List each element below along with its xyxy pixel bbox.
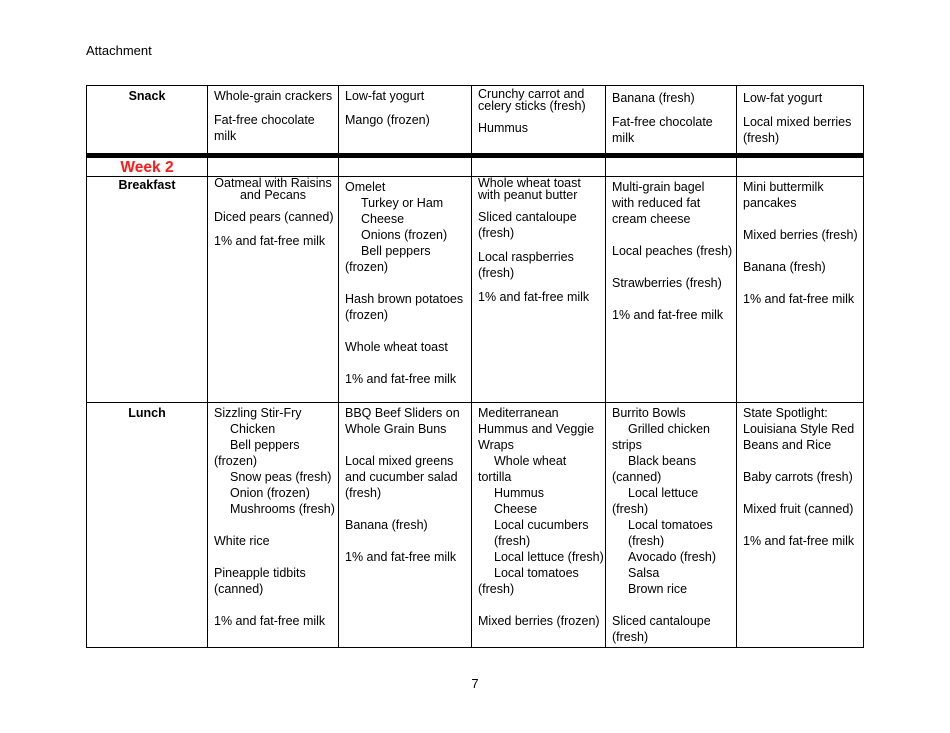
breakfast-day-4 bbox=[606, 177, 737, 403]
menu-item: Fat-free chocolate bbox=[612, 115, 713, 129]
menu-item: Local tomatoes bbox=[494, 566, 579, 580]
menu-table bbox=[86, 85, 864, 648]
menu-item: 1% and fat-free milk bbox=[345, 550, 457, 564]
menu-item: Hummus bbox=[494, 486, 545, 500]
snack-day-5 bbox=[737, 86, 864, 156]
menu-item: with reduced fat bbox=[612, 196, 701, 210]
menu-item: Baby carrots (fresh) bbox=[743, 470, 853, 484]
week-label: Week 2 bbox=[120, 159, 174, 176]
menu-item: (fresh) bbox=[743, 131, 780, 145]
menu-item: 1% and fat-free milk bbox=[478, 290, 590, 304]
menu-item: milk bbox=[612, 131, 635, 145]
menu-item: (fresh) bbox=[612, 630, 649, 644]
lunch-day-2 bbox=[339, 403, 472, 648]
menu-item: Mediterranean bbox=[478, 406, 559, 420]
menu-item: (fresh) bbox=[478, 226, 515, 240]
menu-item: 1% and fat-free milk bbox=[612, 308, 724, 322]
snack-row bbox=[87, 86, 864, 156]
menu-item: Mini buttermilk bbox=[743, 180, 824, 194]
menu-item: Crunchy carrot and bbox=[478, 87, 585, 101]
menu-item: BBQ Beef Sliders on bbox=[345, 406, 460, 420]
menu-item: (frozen) bbox=[345, 260, 389, 274]
menu-item: Fat-free chocolate bbox=[214, 113, 315, 127]
page-number: 7 bbox=[471, 676, 479, 691]
menu-item: (frozen) bbox=[345, 308, 389, 322]
snack-day-3 bbox=[472, 86, 606, 156]
breakfast-day-3 bbox=[472, 177, 606, 403]
menu-item: cream cheese bbox=[612, 212, 691, 226]
snack-day-4 bbox=[606, 86, 737, 156]
menu-item: Strawberries (fresh) bbox=[612, 276, 722, 290]
menu-item: Local cucumbers bbox=[494, 518, 589, 532]
menu-item: Local lettuce (fresh) bbox=[494, 550, 604, 564]
menu-item: (fresh) bbox=[494, 534, 531, 548]
menu-item: Onions (frozen) bbox=[361, 228, 448, 242]
menu-item: Mixed fruit (canned) bbox=[743, 502, 854, 516]
menu-item: Mushrooms (fresh) bbox=[230, 502, 335, 516]
menu-item: Pineapple tidbits bbox=[214, 566, 306, 580]
menu-item: Bell peppers bbox=[361, 244, 431, 258]
menu-item: Beans and Rice bbox=[743, 438, 832, 452]
menu-item: Brown rice bbox=[628, 582, 688, 596]
menu-item: Low-fat yogurt bbox=[743, 91, 823, 105]
menu-item: Hash brown potatoes bbox=[345, 292, 464, 306]
menu-item: Local raspberries bbox=[478, 250, 574, 264]
menu-item: tortilla bbox=[478, 470, 512, 484]
menu-item: Onion (frozen) bbox=[230, 486, 310, 500]
menu-item: Salsa bbox=[628, 566, 660, 580]
menu-item: Omelet bbox=[345, 180, 386, 194]
menu-item: Sliced cantaloupe bbox=[612, 614, 711, 628]
menu-item: Banana (fresh) bbox=[743, 260, 826, 274]
menu-item: Low-fat yogurt bbox=[345, 89, 425, 103]
menu-item: and cucumber salad bbox=[345, 470, 458, 484]
menu-item: (fresh) bbox=[478, 582, 515, 596]
menu-item: Local mixed berries bbox=[743, 115, 852, 129]
menu-item: Local lettuce bbox=[628, 486, 699, 500]
menu-item: (frozen) bbox=[214, 454, 258, 468]
snack-day-2 bbox=[339, 86, 472, 156]
menu-item: Hummus bbox=[478, 121, 529, 135]
menu-item: (canned) bbox=[214, 582, 264, 596]
menu-item: Cheese bbox=[361, 212, 405, 226]
menu-item: 1% and fat-free milk bbox=[345, 372, 457, 386]
menu-item: Sizzling Stir-Fry bbox=[214, 406, 302, 420]
menu-item: 1% and fat-free milk bbox=[214, 234, 326, 248]
menu-item: Hummus and Veggie bbox=[478, 422, 595, 436]
breakfast-day-2 bbox=[339, 177, 472, 403]
menu-item: Whole-grain crackers bbox=[214, 89, 333, 103]
menu-item: Chicken bbox=[230, 422, 276, 436]
menu-item: celery sticks (fresh) bbox=[478, 99, 586, 113]
menu-item: Mango (frozen) bbox=[345, 113, 430, 127]
lunch-label: Lunch bbox=[87, 403, 208, 648]
menu-item: (fresh) bbox=[345, 486, 382, 500]
menu-item: Snow peas (fresh) bbox=[230, 470, 332, 484]
lunch-day-5 bbox=[737, 403, 864, 648]
lunch-row bbox=[87, 403, 864, 648]
week-row bbox=[87, 156, 864, 177]
menu-item: Mixed berries (fresh) bbox=[743, 228, 858, 242]
menu-item: Mixed berries (frozen) bbox=[478, 614, 600, 628]
menu-item: Whole Grain Buns bbox=[345, 422, 447, 436]
menu-item: Local tomatoes bbox=[628, 518, 713, 532]
breakfast-day-1 bbox=[208, 177, 339, 403]
menu-item: White rice bbox=[214, 534, 270, 548]
menu-item: strips bbox=[612, 438, 642, 452]
menu-item: and Pecans bbox=[239, 188, 307, 202]
menu-item: with peanut butter bbox=[478, 188, 578, 202]
snack-label: Snack bbox=[87, 86, 208, 156]
lunch-day-4 bbox=[606, 403, 737, 648]
menu-item: 1% and fat-free milk bbox=[743, 292, 855, 306]
menu-item: Wraps bbox=[478, 438, 514, 452]
menu-item: (canned) bbox=[612, 470, 662, 484]
lunch-day-1 bbox=[208, 403, 339, 648]
snack-day-1 bbox=[208, 86, 339, 156]
menu-item: Whole wheat toast bbox=[345, 340, 448, 354]
menu-item: Whole wheat toast bbox=[478, 176, 581, 190]
menu-item: Avocado (fresh) bbox=[628, 550, 717, 564]
menu-item: State Spotlight: bbox=[743, 406, 828, 420]
menu-item: pancakes bbox=[743, 196, 797, 210]
menu-item: Turkey or Ham bbox=[361, 196, 444, 210]
page-header: Attachment bbox=[86, 43, 152, 58]
menu-item: Grilled chicken bbox=[628, 422, 710, 436]
menu-item: (fresh) bbox=[478, 266, 515, 280]
menu-item: Local mixed greens bbox=[345, 454, 454, 468]
menu-item: 1% and fat-free milk bbox=[743, 534, 855, 548]
lunch-day-3 bbox=[472, 403, 606, 648]
menu-item: Black beans bbox=[628, 454, 697, 468]
menu-item: Multi-grain bagel bbox=[612, 180, 705, 194]
menu-item: Bell peppers bbox=[230, 438, 300, 452]
breakfast-label: Breakfast bbox=[87, 177, 208, 403]
menu-item: Sliced cantaloupe bbox=[478, 210, 577, 224]
breakfast-row bbox=[87, 177, 864, 403]
menu-item: Banana (fresh) bbox=[612, 91, 695, 105]
menu-item: Oatmeal with Raisins bbox=[214, 176, 332, 190]
menu-item: Local peaches (fresh) bbox=[612, 244, 733, 258]
menu-item: Banana (fresh) bbox=[345, 518, 428, 532]
menu-item: 1% and fat-free milk bbox=[214, 614, 326, 628]
menu-item: (fresh) bbox=[628, 534, 665, 548]
menu-item: Whole wheat bbox=[494, 454, 567, 468]
menu-item: Diced pears (canned) bbox=[214, 210, 334, 224]
menu-item: Burrito Bowls bbox=[612, 406, 686, 420]
breakfast-day-5 bbox=[737, 177, 864, 403]
menu-item: Louisiana Style Red bbox=[743, 422, 855, 436]
menu-item: (fresh) bbox=[612, 502, 649, 516]
menu-item: Cheese bbox=[494, 502, 538, 516]
menu-item: milk bbox=[214, 129, 237, 143]
